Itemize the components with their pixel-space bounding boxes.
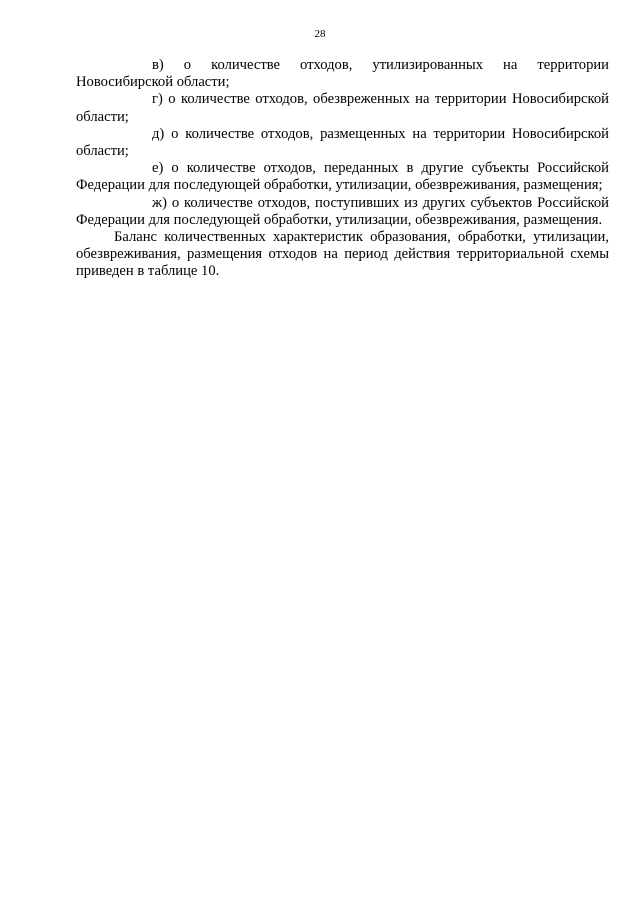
list-item-text: о количестве отходов, переданных в другие субъекты Российской Федерации для последующей обработки, утилизации, обезвреживания, размещения; <box>76 160 609 194</box>
list-item-text: о количестве отходов, обезвреженных на территории Новосибирской области; <box>76 91 609 125</box>
list-item-zh <box>76 195 609 229</box>
list-item-v <box>76 57 609 91</box>
list-item-e <box>76 160 609 194</box>
list-item-g <box>76 91 609 125</box>
document-body <box>76 57 609 281</box>
list-item-d <box>76 126 609 160</box>
page-number: 28 <box>314 28 326 40</box>
list-item-text: о количестве отходов, утилизированных на территории Новосибирской области; <box>76 57 609 91</box>
list-marker: г) <box>152 91 163 108</box>
list-item-text: о количестве отходов, поступивших из других субъектов Российской Федерации для последующей обработки, утилизации, обезвреживания, размещения. <box>76 194 609 228</box>
list-marker: е) <box>152 160 164 177</box>
list-marker: д) <box>152 125 165 142</box>
list-marker: в) <box>152 57 164 73</box>
list-item-text: о количестве отходов, размещенных на территории Новосибирской области; <box>76 125 609 160</box>
closing-paragraph: Баланс количественных характеристик образования, обработки, утилизации, обезвреживания, размещения отходов на период действия территориальной схемы приведен в таблице 10. <box>76 229 609 280</box>
list-marker: ж) <box>152 194 167 211</box>
